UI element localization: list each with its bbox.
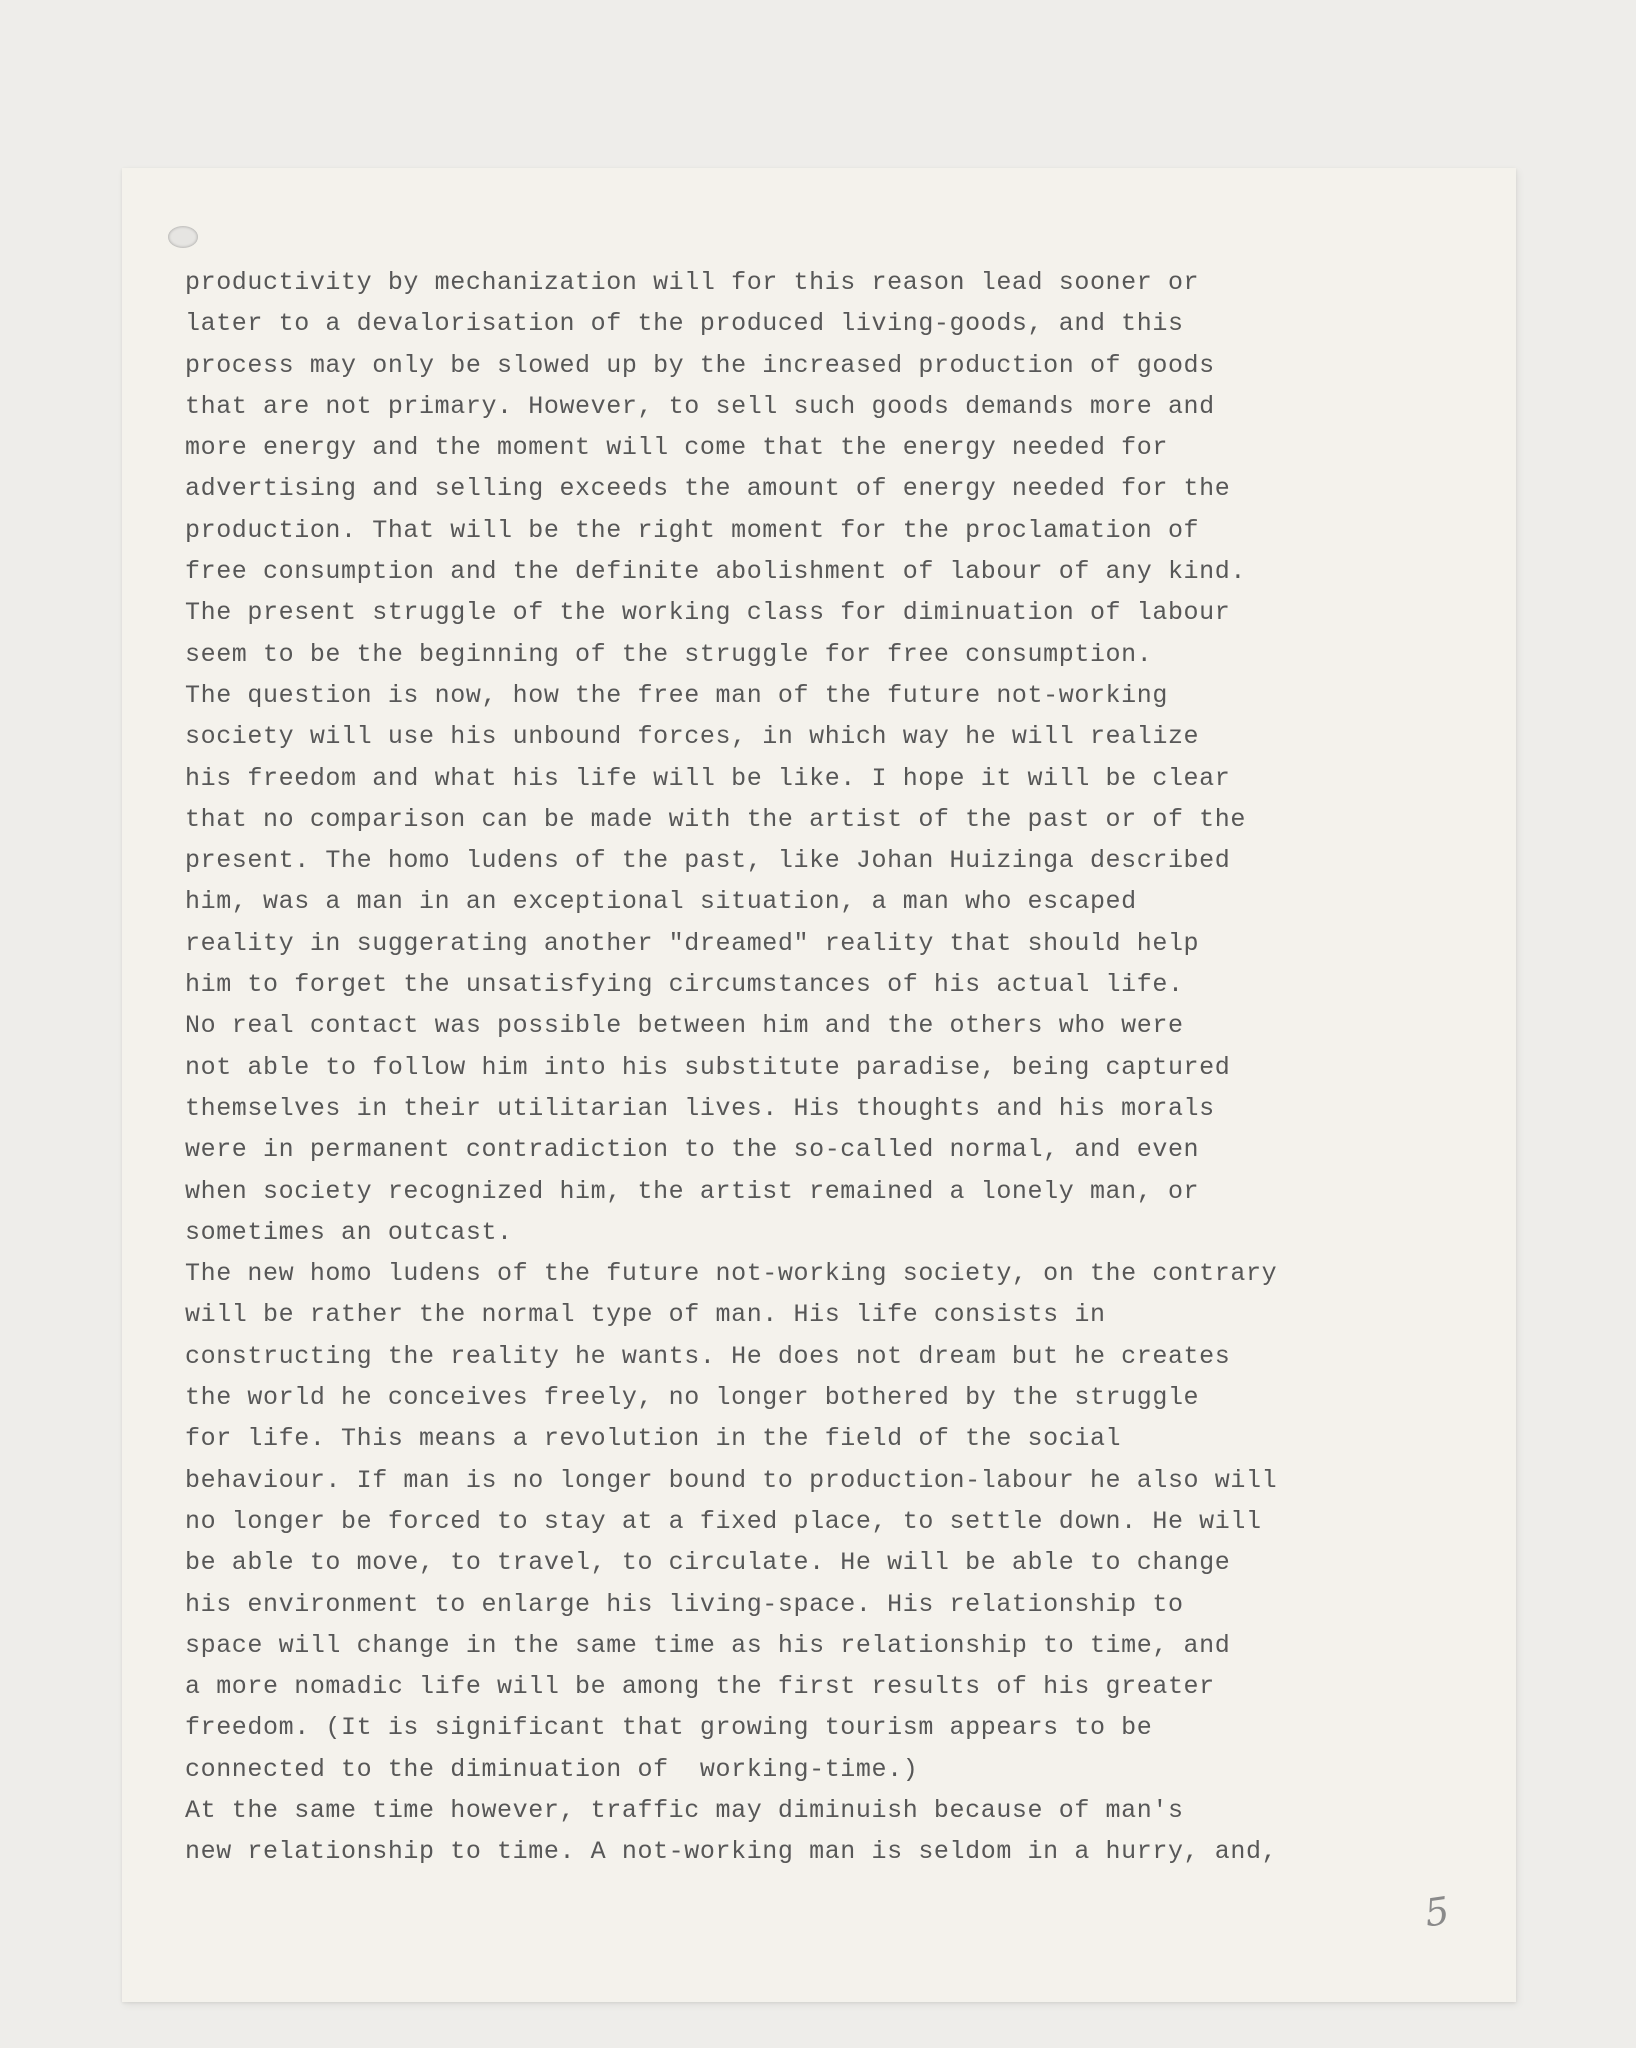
text-line: At the same time however, traffic may diminuish because of man's — [185, 1795, 1184, 1825]
typed-text — [185, 262, 1515, 1873]
text-line: behaviour. If man is no longer bound to production-labour he also will — [185, 1465, 1278, 1495]
text-line: no longer be forced to stay at a fixed place, to settle down. He will — [185, 1506, 1262, 1536]
text-line: later to a devalorisation of the produced living-goods, and this — [185, 309, 1184, 339]
text-line: The present struggle of the working class for diminuation of labour — [185, 598, 1231, 628]
text-line: a more nomadic life will be among the first results of his greater — [185, 1672, 1215, 1702]
text-line: his environment to enlarge his living-space. His relationship to — [185, 1589, 1184, 1619]
text-line: society will use his unbound forces, in which way he will realize — [185, 722, 1200, 752]
text-line: connected to the diminuation of working-time.) — [185, 1754, 919, 1784]
text-line: free consumption and the definite abolishment of labour of any kind. — [185, 557, 1246, 587]
text-line: that are not primary. However, to sell such goods demands more and — [185, 391, 1215, 421]
text-line: freedom. (It is significant that growing tourism appears to be — [185, 1713, 1153, 1743]
text-line: the world he conceives freely, no longer bothered by the struggle — [185, 1383, 1200, 1413]
text-line: his freedom and what his life will be like. I hope it will be clear — [185, 763, 1231, 793]
text-line: sometimes an outcast. — [185, 1217, 513, 1247]
text-line: him to forget the unsatisfying circumstances of his actual life. — [185, 970, 1184, 1000]
text-line: production. That will be the right moment for the proclamation of — [185, 515, 1200, 545]
text-line: present. The homo ludens of the past, like Johan Huizinga described — [185, 846, 1231, 876]
page-number: 5 — [1422, 1888, 1453, 1936]
text-line: advertising and selling exceeds the amount of energy needed for the — [185, 474, 1231, 504]
text-line: more energy and the moment will come that the energy needed for — [185, 433, 1168, 463]
text-line: him, was a man in an exceptional situation, a man who escaped — [185, 887, 1137, 917]
text-line: space will change in the same time as his relationship to time, and — [185, 1630, 1231, 1660]
text-line: when society recognized him, the artist remained a lonely man, or — [185, 1176, 1200, 1206]
text-line: The new homo ludens of the future not-working society, on the contrary — [185, 1259, 1278, 1289]
text-line: reality in suggerating another "dreamed" reality that should help — [185, 928, 1200, 958]
text-line: productivity by mechanization will for this reason lead sooner or — [185, 268, 1200, 297]
text-line: were in permanent contradiction to the so-called normal, and even — [185, 1135, 1200, 1165]
text-line: The question is now, how the free man of the future not-working — [185, 680, 1168, 710]
text-line: themselves in their utilitarian lives. His thoughts and his morals — [185, 1093, 1215, 1123]
text-line: new relationship to time. A not-working man is seldom in a hurry, and, — [185, 1837, 1278, 1867]
text-line: will be rather the normal type of man. His life consists in — [185, 1300, 1106, 1330]
text-line: constructing the reality he wants. He does not dream but he creates — [185, 1341, 1231, 1371]
text-line: for life. This means a revolution in the field of the social — [185, 1424, 1122, 1454]
punch-hole — [168, 226, 198, 248]
text-line: process may only be slowed up by the increased production of goods — [185, 350, 1215, 380]
text-line: not able to follow him into his substitute paradise, being captured — [185, 1052, 1231, 1082]
text-line: that no comparison can be made with the artist of the past or of the — [185, 804, 1246, 834]
text-line: No real contact was possible between him and the others who were — [185, 1011, 1184, 1041]
text-line: seem to be the beginning of the struggle for free consumption. — [185, 639, 1153, 669]
text-line: be able to move, to travel, to circulate. He will be able to change — [185, 1548, 1231, 1578]
